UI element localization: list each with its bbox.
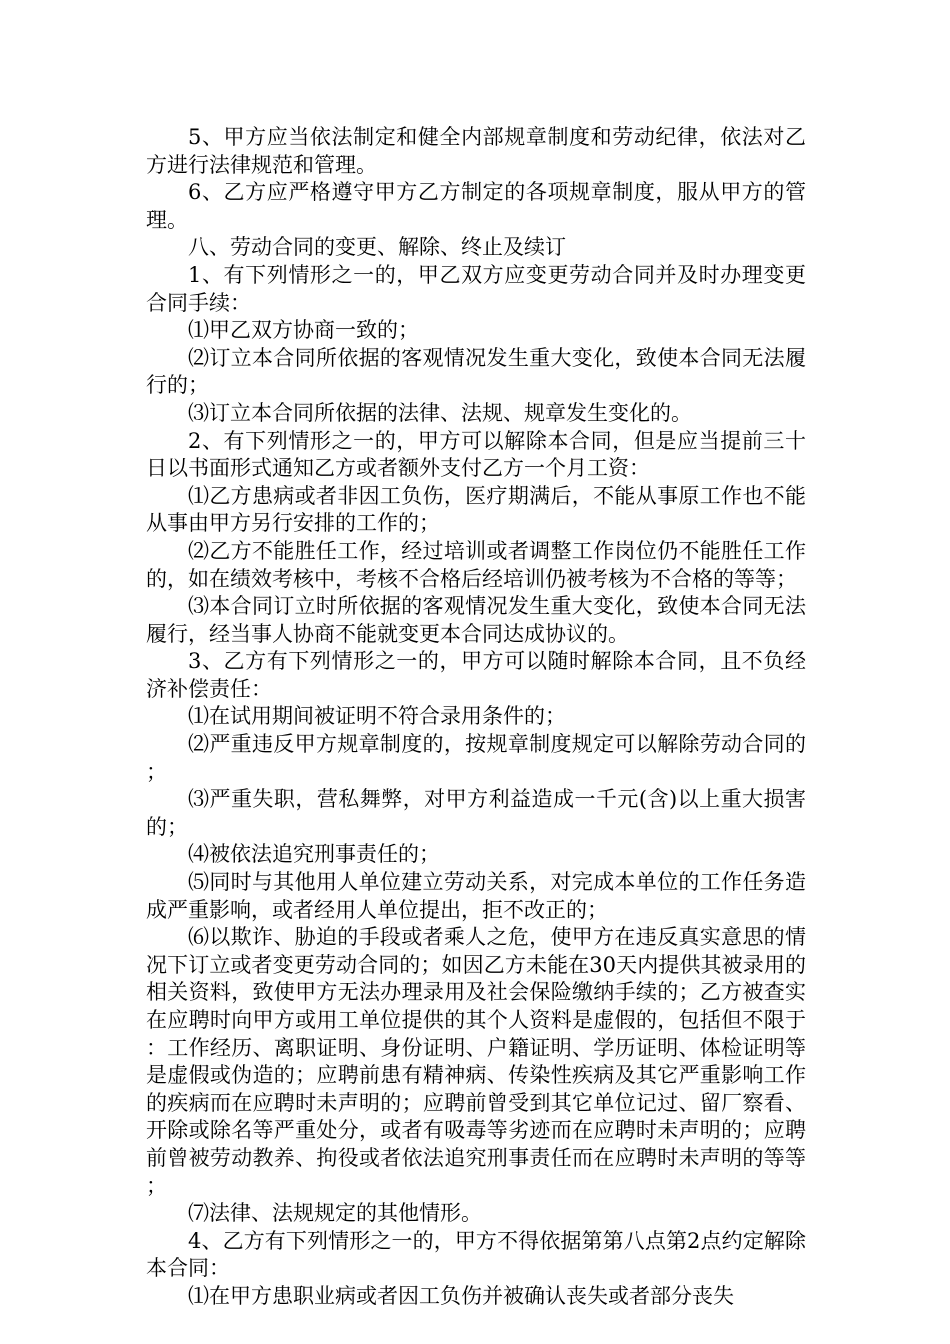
paragraph-8-3-item-1: ⑴在试用期间被证明不符合录用条件的； xyxy=(188,704,566,729)
paragraph-8-1-item-2: ⑵订立本合同所依据的客观情况发生重大变化，致使本合同无法履行的； xyxy=(146,345,806,398)
paragraph-8-3: 3、乙方有下列情形之一的，甲方可以随时解除本合同，且不负经济补偿责任： xyxy=(146,649,806,701)
paragraph-7-5: 5、甲方应当依法制定和健全内部规章制度和劳动纪律，依法对乙方进行法律规范和管理。 xyxy=(146,125,806,177)
paragraph-8-2-item-2: ⑵乙方不能胜任工作，经过培训或者调整工作岗位仍不能胜任工作的，如在绩效考核中，考核不合格后经培训仍被考核为不合格的等等； xyxy=(146,538,806,591)
paragraph-8-2-item-1: ⑴乙方患病或者非因工负伤，医疗期满后，不能从事原工作也不能从事由甲方另行安排的工作的； xyxy=(146,483,806,536)
paragraph-8-2: 2、有下列情形之一的，甲方可以解除本合同，但是应当提前三十日以书面形式通知乙方或者额外支付乙方一个月工资： xyxy=(146,428,806,481)
paragraph-7-6: 6、乙方应严格遵守甲方乙方制定的各项规章制度，服从甲方的管理。 xyxy=(146,180,806,232)
section-heading-8: 八、劳动合同的变更、解除、终止及续订 xyxy=(188,235,566,260)
paragraph-8-4: 4、乙方有下列情形之一的，甲方不得依据第第八点第2点约定解除本合同： xyxy=(146,1228,806,1281)
paragraph-8-1-item-1: ⑴甲乙双方协商一致的； xyxy=(188,318,419,343)
document-page xyxy=(146,124,806,1311)
paragraph-8-3-item-5: ⑸同时与其他用人单位建立劳动关系，对完成本单位的工作任务造成严重影响，或者经用人单位提出，拒不改正的； xyxy=(146,870,806,922)
paragraph-8-4-item-1: ⑴在甲方患职业病或者因工负伤并被确认丧失或者部分丧失 xyxy=(188,1283,734,1308)
paragraph-8-2-item-3: ⑶本合同订立时所依据的客观情况发生重大变化，致使本合同无法履行，经当事人协商不能就变更本合同达成协议的。 xyxy=(146,594,806,646)
paragraph-8-3-item-6: ⑹以欺诈、胁迫的手段或者乘人之危，使甲方在违反真实意思的情况下订立或者变更劳动合同的；如因乙方未能在30天内提供其被录用的相关资料，致使甲方无法办理录用及社会保险缴纳手续的；乙方被查实在应聘时向甲方或用工单位提供的其个人资料是虚假的，包括但不限于：工作经历、离职证明、身份证明、户籍证明、学历证明、体检证明等是虚假或伪造的；应聘前患有精神病、传染性疾病及其它严重影响工作的疾病而在应聘时未声明的；应聘前曾受到其它单位记过、留厂察看、开除或除名等严重处分，或者有吸毒等劣迹而在应聘时未声明的；应聘前曾被劳动教养、拘役或者依法追究刑事责任而在应聘时未声明的等等； xyxy=(146,925,806,1198)
paragraph-8-3-item-3: ⑶严重失职，营私舞弊，对甲方利益造成一千元(含)以上重大损害的； xyxy=(146,787,806,839)
paragraph-8-3-item-7: ⑺法律、法规规定的其他情形。 xyxy=(188,1201,482,1226)
paragraph-8-3-item-4: ⑷被依法追究刑事责任的； xyxy=(188,842,440,867)
paragraph-8-3-item-2: ⑵严重违反甲方规章制度的，按规章制度规定可以解除劳动合同的； xyxy=(146,732,806,784)
paragraph-8-1-item-3: ⑶订立本合同所依据的法律、法规、规章发生变化的。 xyxy=(188,400,692,425)
paragraph-8-1: 1、有下列情形之一的，甲乙双方应变更劳动合同并及时办理变更合同手续： xyxy=(146,262,806,315)
